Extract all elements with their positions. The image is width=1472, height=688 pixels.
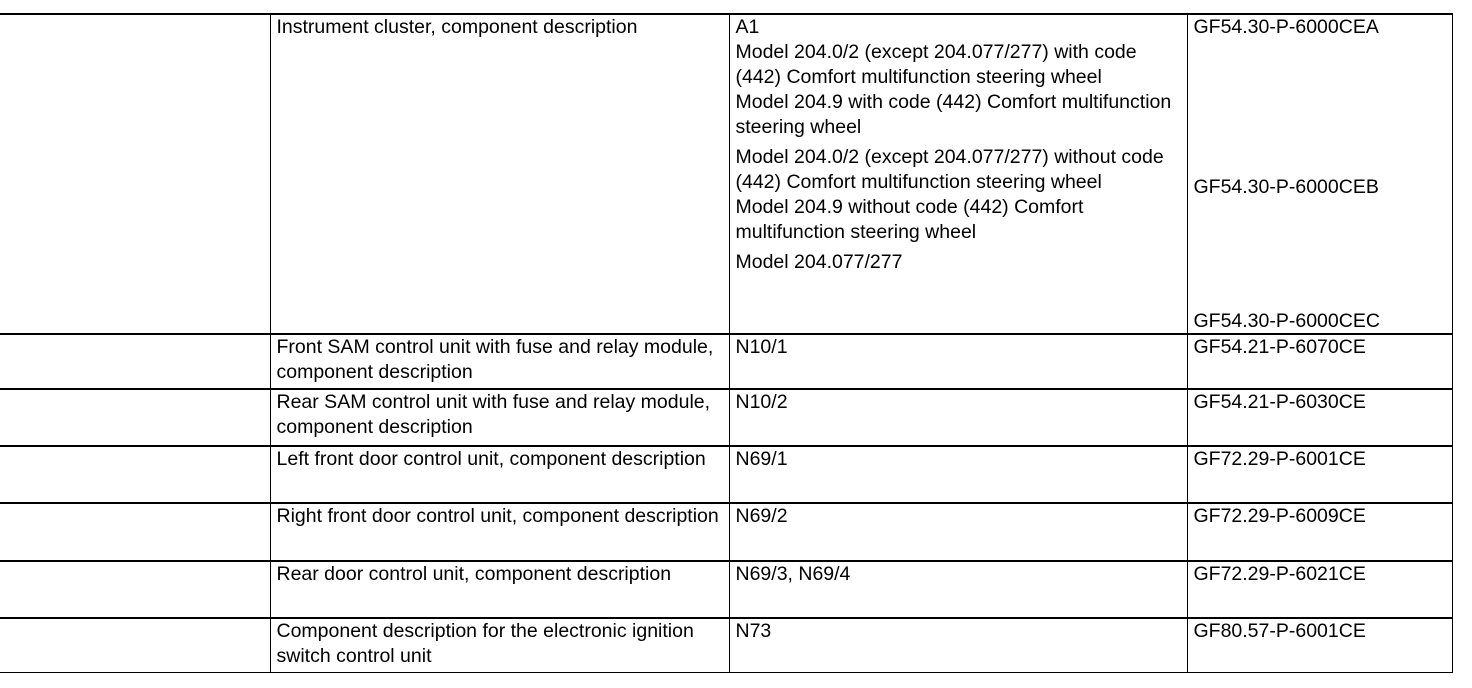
description-text: Rear SAM control unit with fuse and relay module, component description	[276, 391, 711, 438]
component-code: N73	[735, 620, 772, 642]
component-code: N10/2	[735, 391, 788, 413]
component-cell	[729, 503, 1187, 561]
component-cell	[729, 561, 1187, 618]
document-code: GF80.57-P-6001CE	[1193, 620, 1366, 642]
document-code: GF72.29-P-6001CE	[1193, 448, 1366, 470]
component-reference-table	[0, 13, 1453, 673]
document-code: GF54.21-P-6030CE	[1193, 391, 1366, 413]
document-code: GF72.29-P-6009CE	[1193, 505, 1366, 527]
variant-text: Model 204.9 without code (442) Comfort multifunction steering wheel	[735, 196, 1084, 243]
variant-text: Model 204.9 with code (442) Comfort multifunction steering wheel	[735, 91, 1172, 138]
table-row	[0, 561, 1452, 618]
component-cell	[729, 446, 1187, 503]
description-cell	[270, 389, 729, 446]
variant-text: Model 204.077/277	[735, 251, 903, 273]
document-code: GF54.30-P-6000CEC	[1193, 310, 1380, 332]
table-row	[0, 389, 1452, 446]
document-code: GF54.30-P-6000CEA	[1193, 16, 1379, 38]
description-text: Right front door control unit, component description	[276, 505, 719, 527]
variant-text: Model 204.0/2 (except 204.077/277) without code (442) Comfort multifunction steering wheel	[735, 146, 1164, 193]
description-cell	[270, 618, 729, 672]
blank-cell	[0, 334, 270, 389]
variant-group	[736, 250, 1181, 275]
description-cell	[270, 446, 729, 503]
document-cell	[1187, 561, 1452, 618]
document-code: GF54.30-P-6000CEB	[1193, 176, 1379, 198]
description-text: Rear door control unit, component description	[276, 563, 672, 585]
table-row	[0, 334, 1452, 389]
description-cell	[270, 14, 729, 334]
description-cell	[270, 561, 729, 618]
description-cell	[270, 503, 729, 561]
document-cell	[1187, 14, 1452, 334]
table-row	[0, 503, 1452, 561]
component-code: N69/2	[735, 505, 788, 527]
component-code: A1	[735, 16, 760, 38]
component-code: N69/1	[735, 448, 788, 470]
table-row	[0, 618, 1452, 672]
description-cell	[270, 334, 729, 389]
blank-cell	[0, 503, 270, 561]
description-text: Instrument cluster, component description	[276, 16, 638, 38]
description-text: Front SAM control unit with fuse and relay module, component description	[276, 336, 714, 383]
blank-cell	[0, 561, 270, 618]
component-cell	[729, 334, 1187, 389]
component-cell	[729, 14, 1187, 334]
component-cell	[729, 618, 1187, 672]
component-code: N10/1	[735, 336, 788, 358]
variant-text: Model 204.0/2 (except 204.077/277) with code (442) Comfort multifunction steering wheel	[735, 41, 1137, 88]
table-row	[0, 446, 1452, 503]
blank-cell	[0, 14, 270, 334]
document-cell	[1187, 389, 1452, 446]
document-cell	[1187, 503, 1452, 561]
document-code: GF72.29-P-6021CE	[1193, 563, 1366, 585]
blank-cell	[0, 618, 270, 672]
document-cell	[1187, 334, 1452, 389]
variant-group	[736, 40, 1181, 140]
blank-cell	[0, 389, 270, 446]
description-text: Left front door control unit, component description	[276, 448, 706, 470]
table-row	[0, 14, 1452, 334]
description-text: Component description for the electronic ignition switch control unit	[276, 620, 694, 667]
variant-group	[736, 145, 1181, 245]
document-code: GF54.21-P-6070CE	[1193, 336, 1366, 358]
document-cell	[1187, 446, 1452, 503]
document-cell	[1187, 618, 1452, 672]
component-cell	[729, 389, 1187, 446]
component-code: N69/3, N69/4	[735, 563, 851, 585]
blank-cell	[0, 446, 270, 503]
